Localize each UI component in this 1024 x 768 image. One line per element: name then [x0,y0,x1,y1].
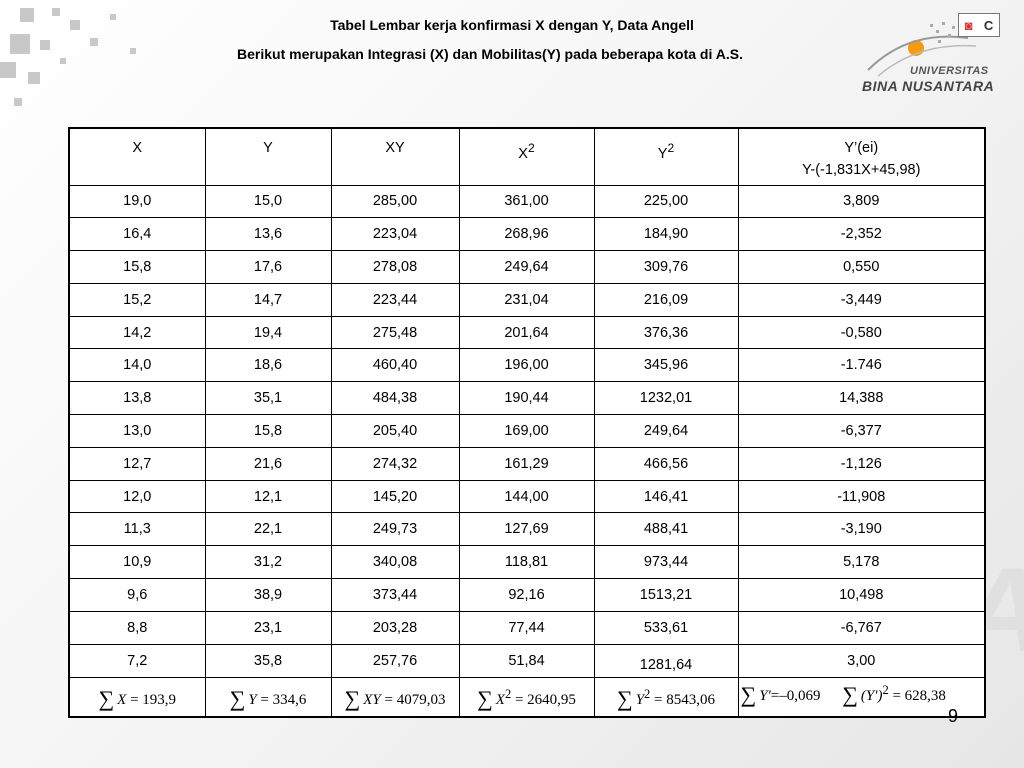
cell-residual: 10,498 [738,579,985,612]
cell-y-squared: 973,44 [594,546,738,579]
table-row [69,415,985,448]
table-row [69,218,985,251]
cell-residual: -3,449 [738,283,985,316]
cell-x-squared: 169,00 [459,415,594,448]
table-body [69,185,985,677]
page-number: 9 [948,706,959,726]
cell-y: 12,1 [205,480,331,513]
cell-xy: 274,32 [331,447,459,480]
cell-y-squared: 146,41 [594,480,738,513]
table-row [69,283,985,316]
cell-y: 23,1 [205,611,331,644]
header-row [69,128,985,185]
cell-x-squared: 92,16 [459,579,594,612]
cell-residual: -6,377 [738,415,985,448]
cell-x-squared: 161,29 [459,447,594,480]
cell-x: 7,2 [69,644,205,677]
cell-y-squared: 309,76 [594,251,738,284]
cell-x: 19,0 [69,185,205,218]
header-y: Y [205,128,331,185]
cell-xy: 285,00 [331,185,459,218]
cell-x: 11,3 [69,513,205,546]
cell-xy: 145,20 [331,480,459,513]
cell-y: 19,4 [205,316,331,349]
table-row [69,579,985,612]
header-x-squared: $X^2$ [459,128,594,185]
cell-xy: 223,44 [331,283,459,316]
cell-y-squared: 1281,64 [594,644,738,677]
table-row [69,611,985,644]
cell-y: 21,6 [205,447,331,480]
cell-x-squared: 144,00 [459,480,594,513]
cell-y-squared: 533,61 [594,611,738,644]
table-row [69,316,985,349]
cell-y-squared: 1513,21 [594,579,738,612]
cell-residual: -6,767 [738,611,985,644]
cell-x: 9,6 [69,579,205,612]
sum-residual-squared: ∑ $(Y')^2 = 628,38$ [842,681,946,707]
cell-xy: 205,40 [331,415,459,448]
sum-y-squared: ∑ $Y^2 = 8543,06$ [594,677,738,717]
cell-x: 13,0 [69,415,205,448]
cell-residual: -1,126 [738,447,985,480]
cell-x-squared: 196,00 [459,349,594,382]
cell-x-squared: 268,96 [459,218,594,251]
header-xy: XY [331,128,459,185]
sum-x-squared: ∑ $X^2 = 2640,95$ [459,677,594,717]
cell-y: 14,7 [205,283,331,316]
cell-x: 14,2 [69,316,205,349]
cell-xy: 203,28 [331,611,459,644]
sum-x: ∑ X = 193,9 [69,677,205,717]
cell-y: 17,6 [205,251,331,284]
cell-y-squared: 249,64 [594,415,738,448]
table-row [69,251,985,284]
sum-xy: ∑ XY = 4079,03 [331,677,459,717]
cell-x-squared: 118,81 [459,546,594,579]
cell-y-squared: 1232,01 [594,382,738,415]
cell-x: 16,4 [69,218,205,251]
cell-x: 13,8 [69,382,205,415]
sum-y: ∑ Y = 334,6 [205,677,331,717]
cell-y: 31,2 [205,546,331,579]
data-table [68,127,986,718]
logo-university-text: UNIVERSITAS [910,65,989,77]
cell-x: 14,0 [69,349,205,382]
header-residual: Y’(ei) Y-(-1,831X+45,98) [738,128,985,185]
cell-xy: 275,48 [331,316,459,349]
cell-x: 10,9 [69,546,205,579]
cell-xy: 278,08 [331,251,459,284]
cell-y: 13,6 [205,218,331,251]
cell-residual: 3,00 [738,644,985,677]
cell-xy: 223,04 [331,218,459,251]
cell-xy: 249,73 [331,513,459,546]
cell-xy: 373,44 [331,579,459,612]
cell-residual: 3,809 [738,185,985,218]
cell-residual: 0,550 [738,251,985,284]
cell-y: 15,0 [205,185,331,218]
header-y-squared: $Y^2$ [594,128,738,185]
cell-x-squared: 190,44 [459,382,594,415]
cell-x-squared: 249,64 [459,251,594,284]
cell-x-squared: 201,64 [459,316,594,349]
sum-residual: ∑ Y'=–0,069 [740,681,821,707]
cell-x-squared: 51,84 [459,644,594,677]
table-row [69,447,985,480]
cell-y: 35,8 [205,644,331,677]
sum-row [69,677,985,717]
cell-y-squared: 184,90 [594,218,738,251]
cell-residual: -11,908 [738,480,985,513]
header-x: X [69,128,205,185]
cell-y: 15,8 [205,415,331,448]
university-logo [858,10,1008,98]
cell-x-squared: 127,69 [459,513,594,546]
cell-y-squared: 376,36 [594,316,738,349]
table-row [69,546,985,579]
logo-name-text: BINA NUSANTARA [862,78,995,94]
cell-xy: 257,76 [331,644,459,677]
cell-y-squared: 345,96 [594,349,738,382]
cell-y-squared: 225,00 [594,185,738,218]
table-row [69,513,985,546]
table-row [69,382,985,415]
cell-residual: -1.746 [738,349,985,382]
slide-subtitle: Berikut merupakan Integrasi (X) dan Mobilitas(Y) pada beberapa kota di A.S. [237,46,743,62]
cell-xy: 460,40 [331,349,459,382]
cell-x: 12,0 [69,480,205,513]
cell-y: 18,6 [205,349,331,382]
table-row [69,349,985,382]
cell-y: 22,1 [205,513,331,546]
cell-residual: -0,580 [738,316,985,349]
header-formula: Y-(-1,831X+45,98) [802,162,921,178]
cell-x-squared: 77,44 [459,611,594,644]
cell-residual: 14,388 [738,382,985,415]
cell-x: 15,2 [69,283,205,316]
cell-xy: 340,08 [331,546,459,579]
table-row [69,644,985,677]
cell-x: 8,8 [69,611,205,644]
cell-residual: -3,190 [738,513,985,546]
cell-x-squared: 361,00 [459,185,594,218]
slide-title: Tabel Lembar kerja konfirmasi X dengan Y, Data Angell [330,17,694,33]
cell-x-squared: 231,04 [459,283,594,316]
cell-residual: -2,352 [738,218,985,251]
table-row [69,480,985,513]
cell-residual: 5,178 [738,546,985,579]
cell-x: 15,8 [69,251,205,284]
cell-y-squared: 216,09 [594,283,738,316]
table-row [69,185,985,218]
logo-badge-icon: ◙ C [958,13,1000,37]
cell-xy: 484,38 [331,382,459,415]
cell-x: 12,7 [69,447,205,480]
cell-y: 38,9 [205,579,331,612]
cell-y-squared: 488,41 [594,513,738,546]
cell-y: 35,1 [205,382,331,415]
cell-y-squared: 466,56 [594,447,738,480]
